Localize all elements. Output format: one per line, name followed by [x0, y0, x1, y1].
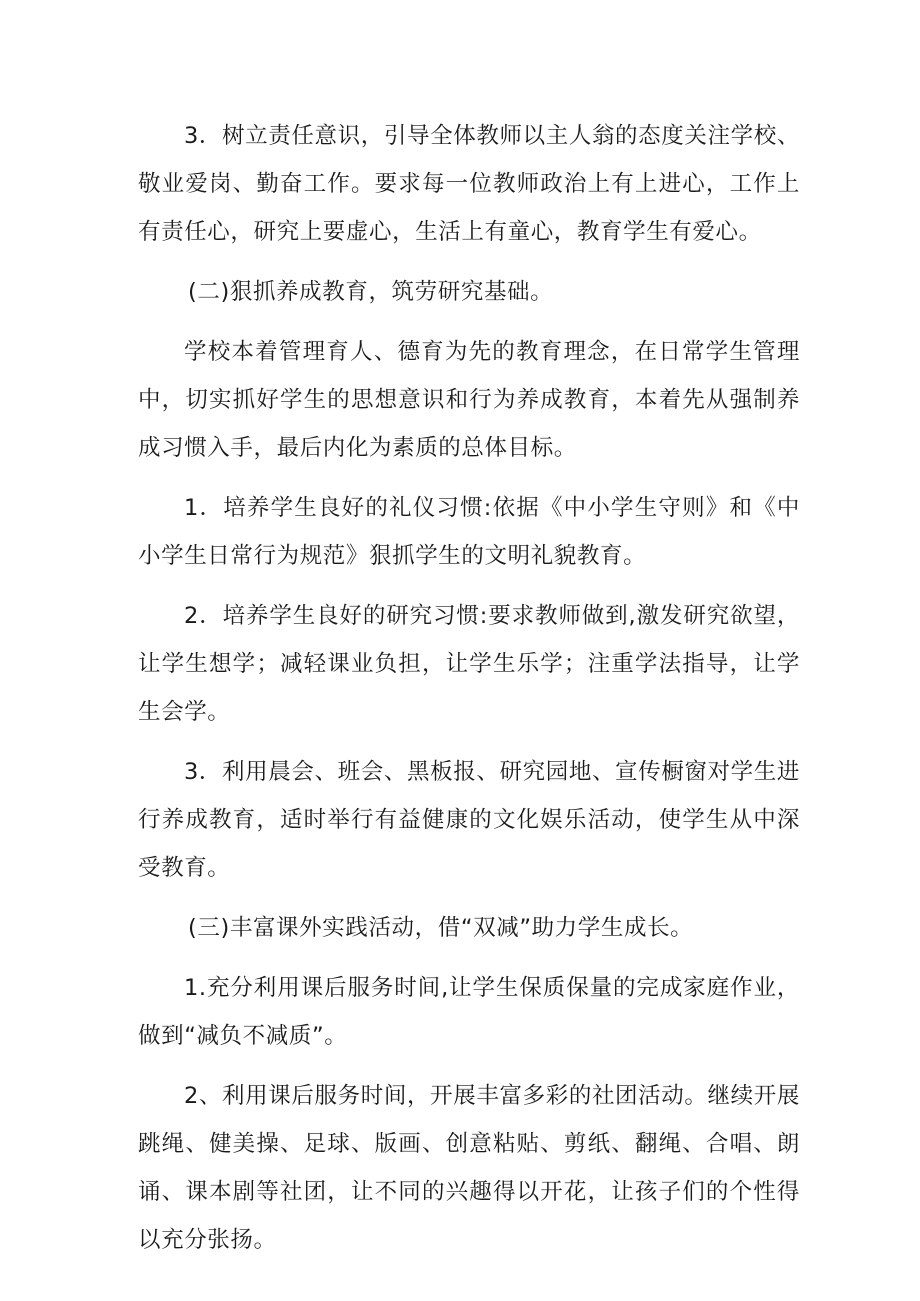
paragraph-clubs: 2、利用课后服务时间，开展丰富多彩的社团活动。继续开展跳绳、健美操、足球、版画、创意粘贴、剪纸、翻绳、合唱、朗诵、课本剧等社团，让不同的兴趣得以开花，让孩子们的个性得以充分张扬。 — [138, 1083, 800, 1253]
paragraph-study-habits: 2．培养学生良好的研究习惯:要求教师做到,激发研究欲望，让学生想学；减轻课业负担，让学生乐学；注重学法指导，让学生会学。 — [138, 603, 800, 725]
paragraph-responsibility: 3．树立责任意识，引导全体教师以主人翁的态度关注学校、敬业爱岗、勤奋工作。要求每一位教师政治上有上进心，工作上有责任心，研究上要虚心，生活上有童心，教育学生有爱心。 — [138, 123, 800, 245]
paragraph-homework: 1.充分利用课后服务时间,让学生保质保量的完成家庭作业，做到“减负不减质”。 — [138, 975, 800, 1049]
paragraph-school-philosophy: 学校本着管理育人、德育为先的教育理念，在日常学生管理中，切实抓好学生的思想意识和行为养成教育，本着先从强制养成习惯入手，最后内化为素质的总体目标。 — [138, 339, 800, 461]
document-body — [138, 112, 800, 1276]
paragraph-activities: 3．利用晨会、班会、黑板报、研究园地、宣传橱窗对学生进行养成教育，适时举行有益健康的文化娱乐活动，使学生从中深受教育。 — [138, 759, 800, 881]
paragraph-etiquette: 1．培养学生良好的礼仪习惯:依据《中小学生守则》和《中小学生日常行为规范》狠抓学生的文明礼貌教育。 — [138, 495, 800, 569]
section-heading-practice: (三)丰富课外实践活动，借“双减”助力学生成长。 — [188, 915, 694, 941]
section-heading-habits: (二)狠抓养成教育，筑劳研究基础。 — [188, 279, 554, 305]
